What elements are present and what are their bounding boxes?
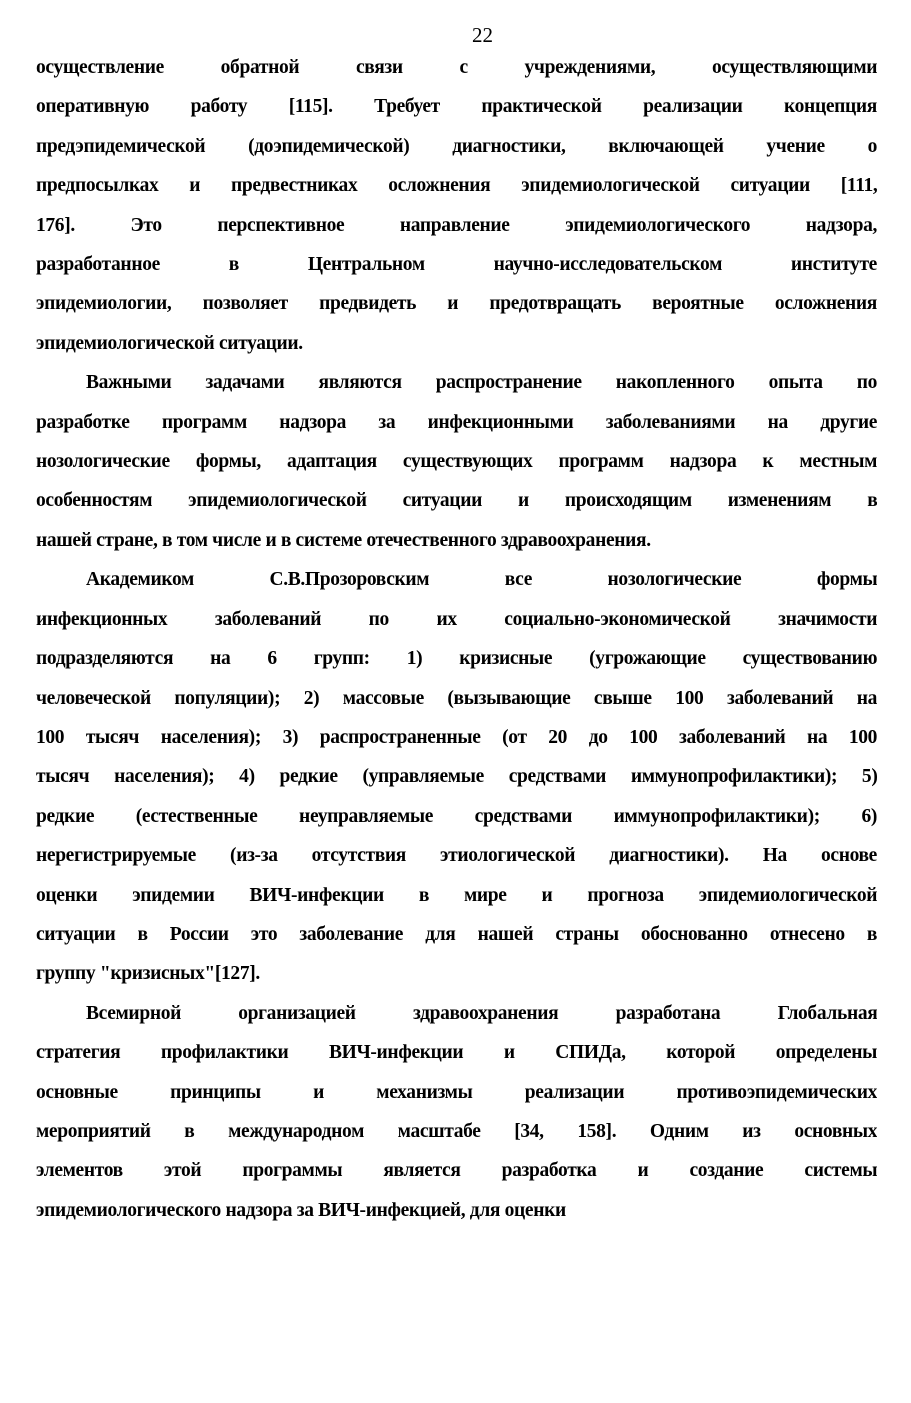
- text-line: эпидемиологического надзора за ВИЧ-инфекцией, для оценки: [36, 1199, 566, 1221]
- text-line: 100 тысяч населения); 3) распространенные (от 20 до 100 заболеваний на 100: [36, 726, 877, 748]
- text-line: эпидемиологии, позволяет предвидеть и предотвращать вероятные осложнения: [36, 293, 877, 315]
- text-line: человеческой популяции); 2) массовые (вызывающие свыше 100 заболеваний на: [36, 687, 877, 709]
- text-line: ситуации в России это заболевание для нашей страны обоснованно отнесено в: [36, 923, 877, 945]
- text-line: основные принципы и механизмы реализации противоэпидемических: [36, 1081, 877, 1103]
- text-line: редкие (естественные неуправляемые средствами иммунопрофилактики); 6): [36, 805, 877, 827]
- text-line: разработанное в Центральном научно-исследовательском институте: [36, 254, 877, 276]
- text-line: разработке программ надзора за инфекционными заболеваниями на другие: [36, 411, 877, 433]
- paragraph: [36, 363, 877, 560]
- text-line: особенностям эпидемиологической ситуации и происходящим изменениям в: [36, 490, 877, 512]
- text-line: Важными задачами являются распространение накопленного опыта по: [86, 372, 877, 394]
- text-line: осуществление обратной связи с учреждениями, осуществляющими: [36, 57, 877, 78]
- body-text: [36, 48, 877, 1230]
- text-line: элементов этой программы является разработка и создание системы: [36, 1160, 877, 1182]
- text-line: предэпидемической (доэпидемической) диагностики, включающей учение о: [36, 135, 877, 157]
- text-line: Всемирной организацией здравоохранения разработана Глобальная: [86, 1002, 877, 1024]
- document-page: [36, 18, 877, 1230]
- text-line: группу "кризисных"[127].: [36, 963, 260, 985]
- paragraph: [36, 48, 877, 363]
- text-line: подразделяются на 6 групп: 1) кризисные (угрожающие существованию: [36, 648, 877, 670]
- paragraph: [36, 994, 877, 1230]
- text-line: оценки эпидемии ВИЧ-инфекции в мире и прогноза эпидемиологической: [36, 884, 877, 906]
- text-line: нерегистрируемые (из-за отсутствия этиологической диагностики). На основе: [36, 845, 877, 867]
- text-line: нашей стране, в том числе и в системе отечественного здравоохранения.: [36, 529, 651, 551]
- text-line: предпосылках и предвестниках осложнения эпидемиологической ситуации [111,: [36, 175, 877, 197]
- text-line: оперативную работу [115]. Требует практической реализации концепция: [36, 96, 877, 118]
- page-number: 22: [472, 23, 493, 47]
- text-line: мероприятий в международном масштабе [34, 158]. Одним из основных: [36, 1120, 877, 1142]
- text-line: Академиком С.В.Прозоровским все нозологические формы: [86, 569, 877, 591]
- paragraph: [36, 560, 877, 993]
- text-line: стратегия профилактики ВИЧ-инфекции и СПИДа, которой определены: [36, 1042, 877, 1064]
- text-line: нозологические формы, адаптация существующих программ надзора к местным: [36, 451, 877, 473]
- text-line: тысяч населения); 4) редкие (управляемые средствами иммунопрофилактики); 5): [36, 766, 877, 788]
- text-line: инфекционных заболеваний по их социально-экономической значимости: [36, 608, 877, 630]
- text-line: 176]. Это перспективное направление эпидемиологического надзора,: [36, 214, 877, 236]
- text-line: эпидемиологической ситуации.: [36, 332, 303, 354]
